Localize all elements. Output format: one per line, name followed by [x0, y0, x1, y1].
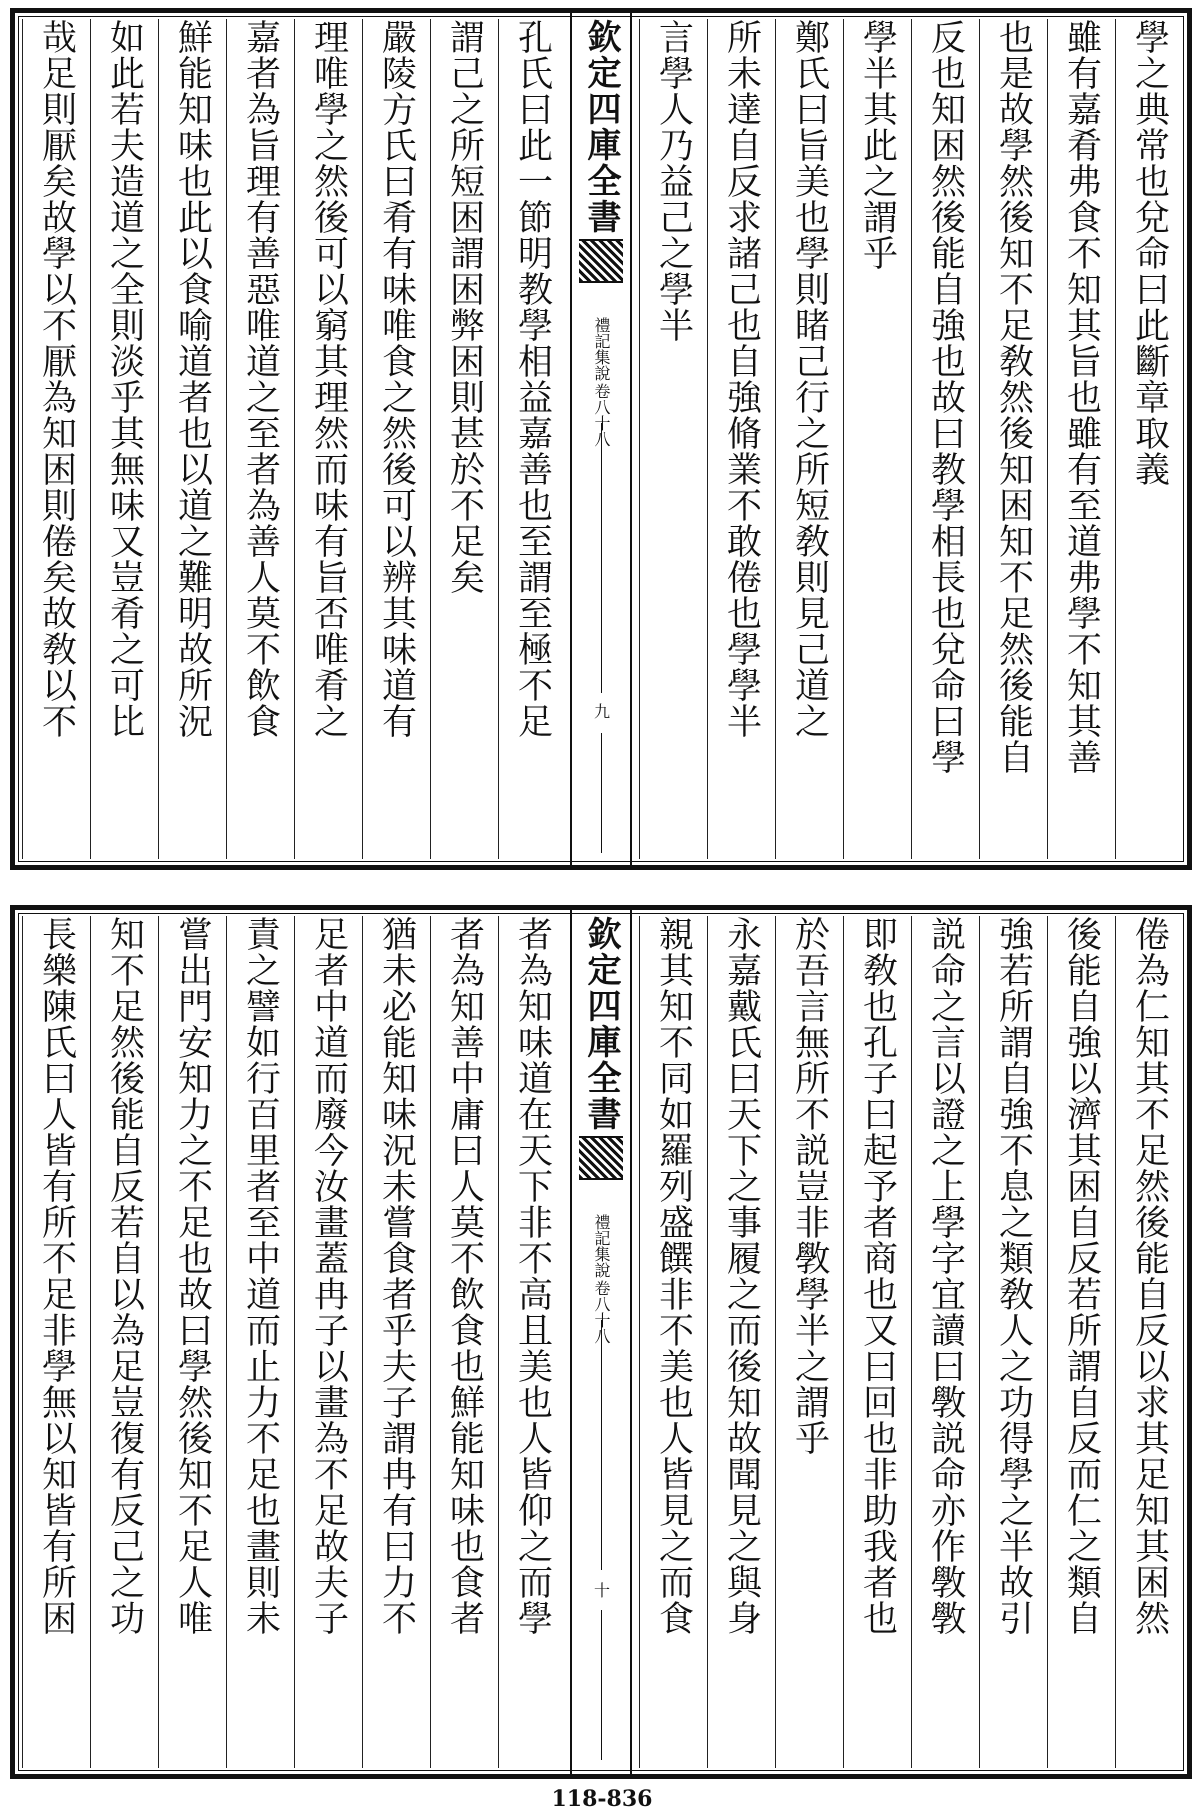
text-column: 足者中道而廢今汝畫蓋冉子以畫為不足故夫子 [294, 916, 362, 1768]
text-column: 即敎也孔子曰起予者商也又曰回也非助我者也 [843, 916, 911, 1768]
text-column: 所未達自反求諸己也自強脩業不敢倦也學學半 [707, 19, 775, 859]
center-spine [570, 13, 632, 865]
book-title: 欽定四庫全書 [581, 916, 621, 1132]
text-column: 如此若夫造道之全則淡乎其無味又豈肴之可比 [90, 19, 158, 859]
upper-right-half [632, 13, 1187, 865]
text-column: 強若所謂自強不息之類敎人之功得學之半故引 [979, 916, 1047, 1768]
text-column: 也是故學然後知不足敎然後知困知不足然後能自 [979, 19, 1047, 859]
lower-right-half [632, 910, 1187, 1774]
folio-number: 十 [591, 1582, 611, 1598]
text-column: 倦為仁知其不足然後能自反以求其足知其困然 [1115, 916, 1183, 1768]
text-column: 知不足然後能自反若自以為足豈復有反己之功 [90, 916, 158, 1768]
text-column: 猶未必能知味況未嘗食者乎夫子謂冉有曰力不 [362, 916, 430, 1768]
text-column: 孔氏曰此一節明教學相益嘉善也至謂至極不足 [498, 19, 566, 859]
text-column: 雖有嘉肴弗食不知其旨也雖有至道弗學不知其善 [1047, 19, 1115, 859]
book-title: 欽定四庫全書 [581, 19, 621, 235]
spine-rule [601, 423, 602, 693]
volume-number: 卷八十八 [592, 383, 611, 447]
text-column: 者為知善中庸曰人莫不飲食也鮮能知味也食者 [430, 916, 498, 1768]
work-title: 禮記集說 [592, 317, 611, 381]
upper-left-half [15, 13, 570, 865]
center-spine [570, 910, 632, 1774]
text-column: 鮮能知味也此以食喻道者也以道之難明故所況 [158, 19, 226, 859]
fish-tail-ornament-icon [579, 1136, 623, 1180]
text-column: 言學人乃益己之學半 [639, 19, 707, 859]
text-column: 學半其此之謂乎 [843, 19, 911, 859]
text-column: 鄭氏曰旨美也學則睹己行之所短敎則見己道之 [775, 19, 843, 859]
text-column: 嘗出門安知力之不足也故曰學然後知不足人唯 [158, 916, 226, 1768]
text-column: 理唯學之然後可以窮其理然而味有旨否唯肴之 [294, 19, 362, 859]
fish-tail-ornament-icon [579, 239, 623, 283]
text-column: 長樂陳氏曰人皆有所不足非學無以知皆有所困 [22, 916, 90, 1768]
text-column: 後能自強以濟其困自反若所謂自反而仁之類自 [1047, 916, 1115, 1768]
text-column: 者為知味道在天下非不高且美也人皆仰之而學 [498, 916, 566, 1768]
page-number-footer: 118-836 [551, 1786, 653, 1812]
work-title: 禮記集說 [592, 1214, 611, 1278]
folio-number: 九 [591, 703, 611, 719]
text-column: 説命之言以證之上學字宜讀曰斆説命亦作斆斆 [911, 916, 979, 1768]
text-column: 於吾言無所不説豈非斆學半之謂乎 [775, 916, 843, 1768]
text-column: 反也知困然後能自強也故曰教學相長也兌命曰學 [911, 19, 979, 859]
text-column: 責之譬如行百里者至中道而止力不足也畫則未 [226, 916, 294, 1768]
text-column: 學之典常也兌命曰此斷章取義 [1115, 19, 1183, 859]
text-column: 嚴陵方氏曰肴有味唯食之然後可以辨其味道有 [362, 19, 430, 859]
text-column: 親其知不同如羅列盛饌非不美也人皆見之而食 [639, 916, 707, 1768]
upper-page [10, 8, 1192, 870]
text-column: 永嘉戴氏曰天下之事履之而後知故聞見之與身 [707, 916, 775, 1768]
lower-left-half [15, 910, 570, 1774]
spine-rule [601, 1610, 602, 1760]
spine-rule [601, 733, 602, 853]
spine-rule [601, 1320, 602, 1570]
lower-page [10, 905, 1192, 1779]
text-column: 哉足則厭矣故學以不厭為知困則倦矣故敎以不 [22, 19, 90, 859]
text-column: 嘉者為旨理有善惡唯道之至者為善人莫不飲食 [226, 19, 294, 859]
text-column: 謂己之所短困謂困弊困則甚於不足矣 [430, 19, 498, 859]
volume-number: 卷八十八 [592, 1280, 611, 1344]
